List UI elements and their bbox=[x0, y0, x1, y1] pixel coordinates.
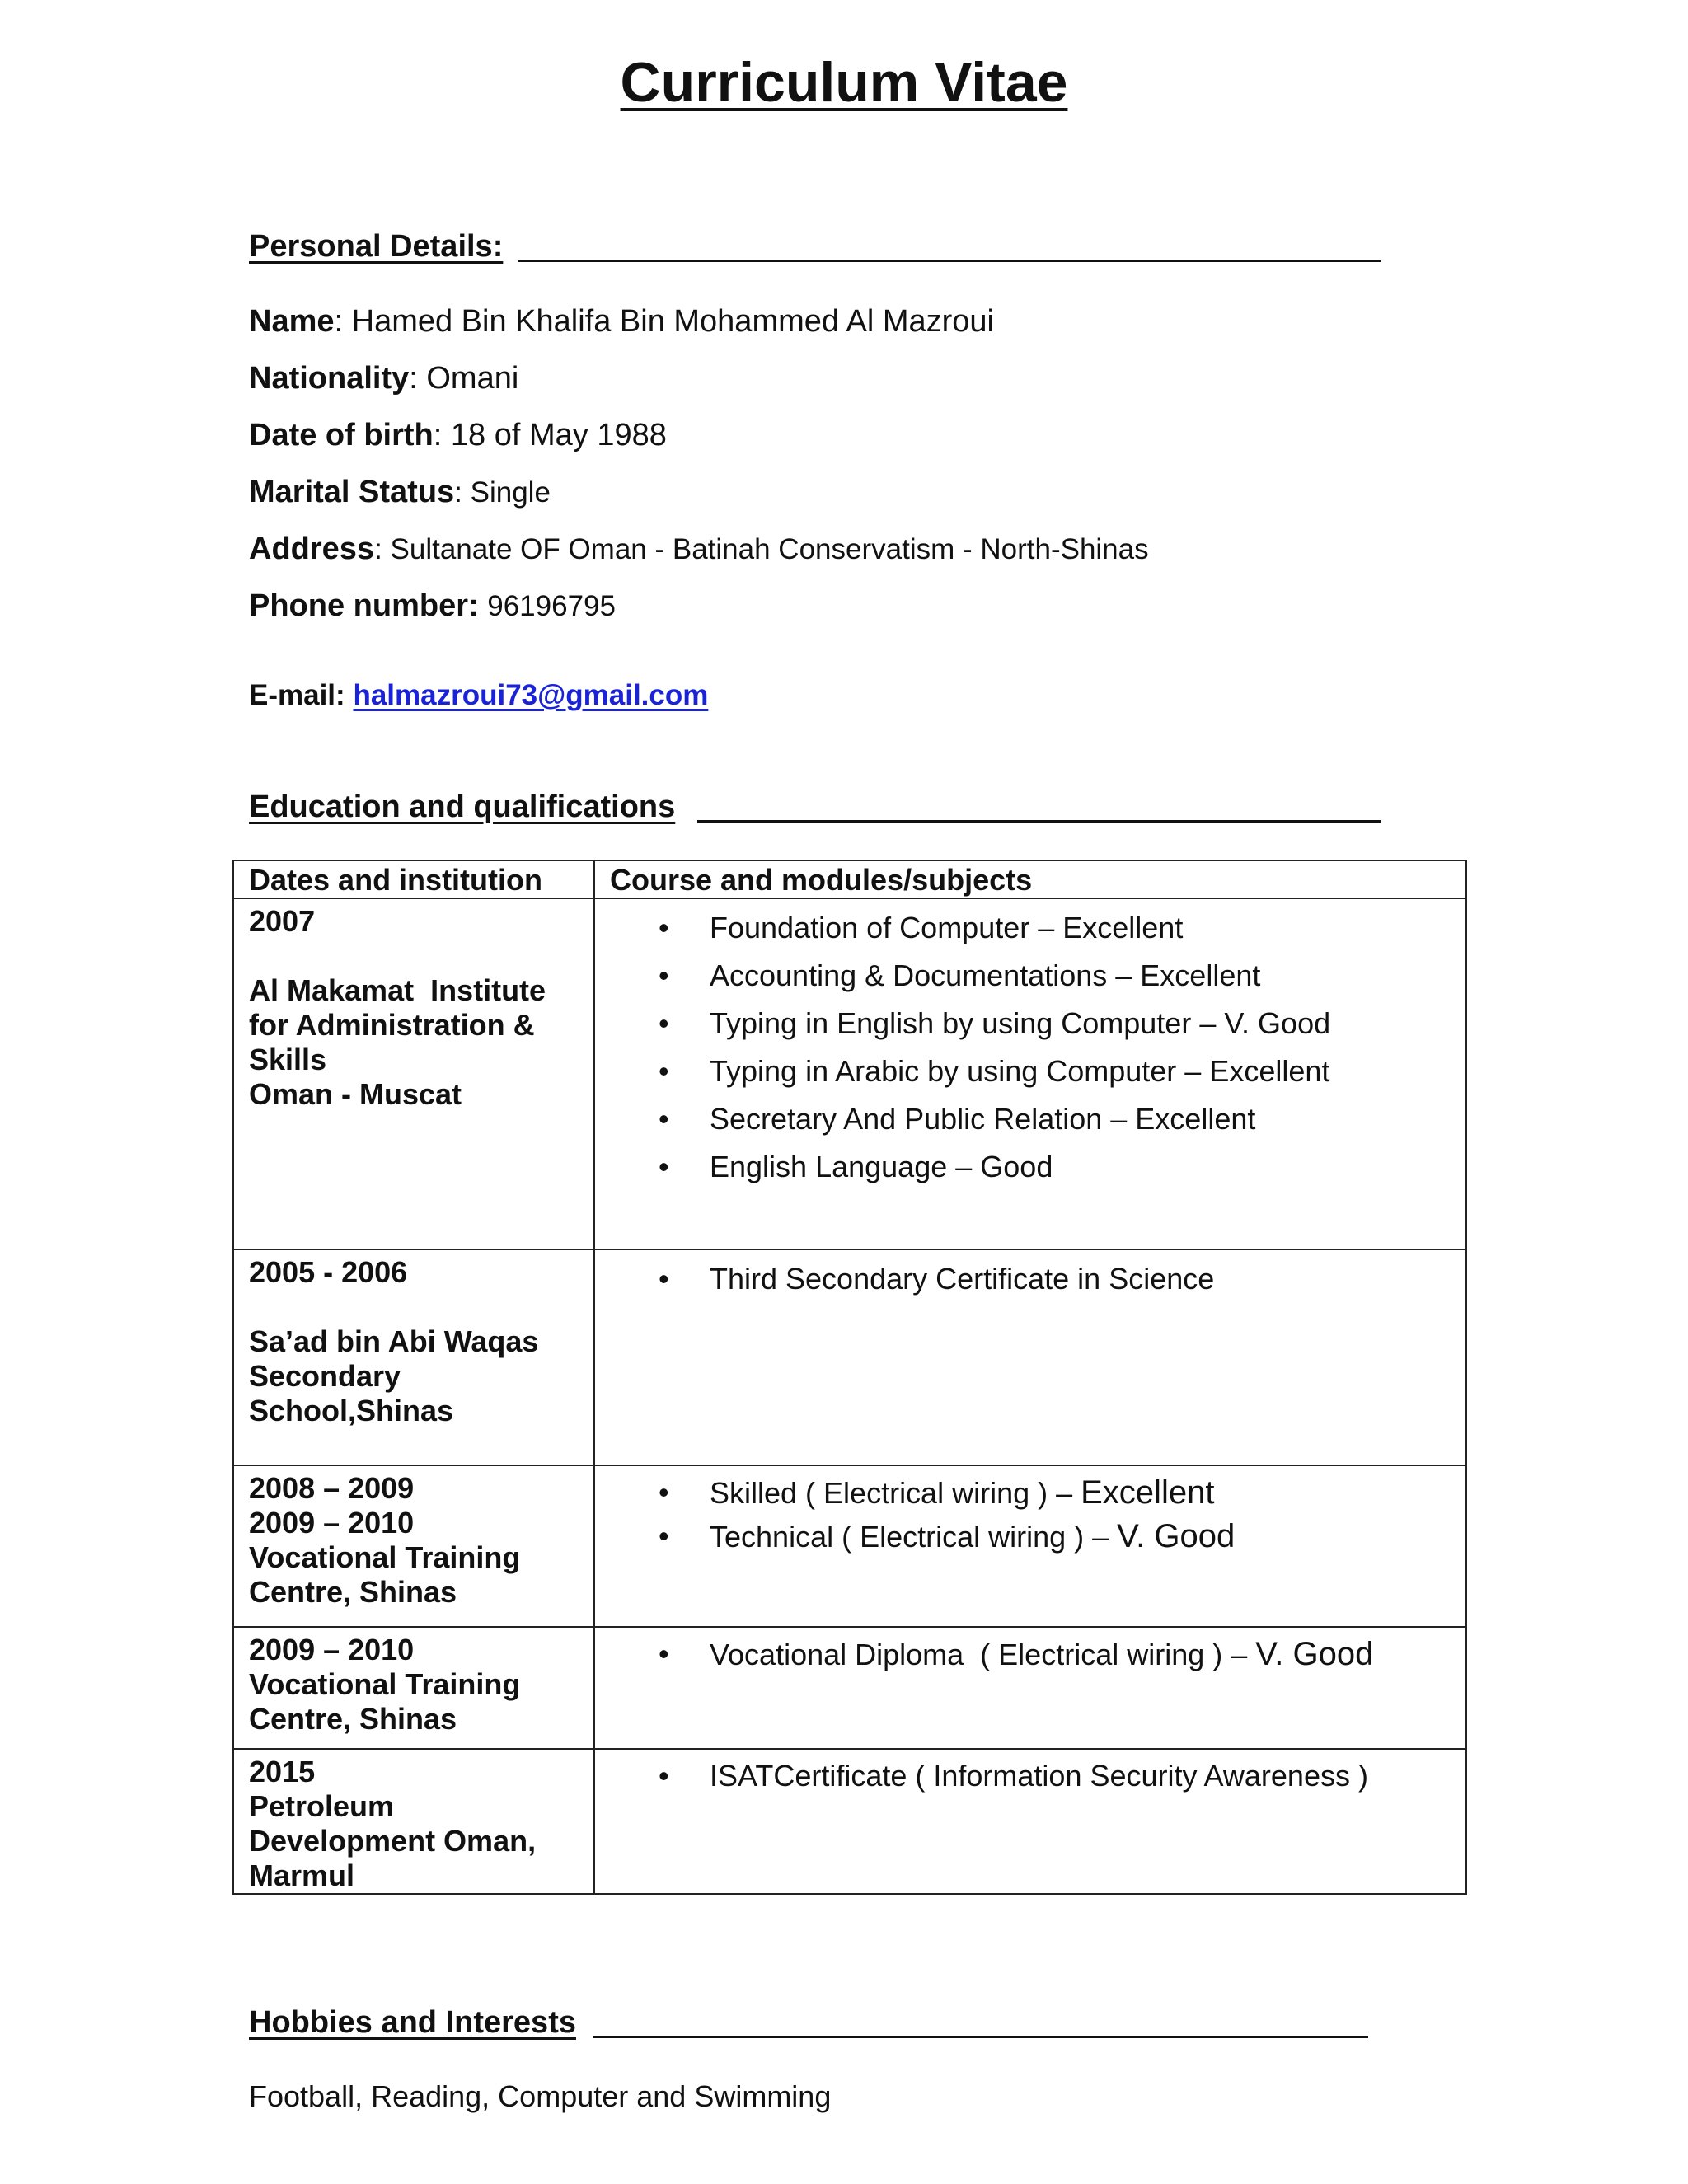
phone-row bbox=[249, 587, 616, 626]
dob-colon: : bbox=[433, 418, 451, 452]
table-row bbox=[233, 1627, 1466, 1749]
course-item: • Third Secondary Certificate in Science bbox=[595, 1255, 1465, 1303]
institution-line: Secondary bbox=[249, 1359, 401, 1393]
course-text: Technical ( Electrical wiring ) – bbox=[710, 1520, 1118, 1554]
course-text: Skilled ( Electrical wiring ) – bbox=[710, 1476, 1081, 1510]
row-date: 2009 – 2010 bbox=[249, 1506, 415, 1540]
heading-rule bbox=[593, 2036, 1368, 2038]
course-list bbox=[595, 1628, 1465, 1676]
email-row bbox=[249, 677, 708, 714]
document-title bbox=[0, 49, 1688, 115]
institution-cell bbox=[233, 1249, 594, 1465]
institution-line: Vocational Training bbox=[249, 1540, 521, 1574]
course-grade: Excellent bbox=[1081, 1474, 1215, 1511]
institution-line: for Administration & bbox=[249, 1008, 535, 1042]
education-table bbox=[232, 860, 1467, 1895]
course-item bbox=[595, 1471, 1465, 1515]
institution-line: Skills bbox=[249, 1043, 327, 1076]
courses-cell bbox=[594, 1749, 1466, 1894]
courses-cell bbox=[594, 1249, 1466, 1465]
hobbies-text: Football, Reading, Computer and Swimming bbox=[249, 2079, 832, 2113]
address-label: Address bbox=[249, 532, 375, 566]
personal-details-heading-text: Personal Details: bbox=[249, 229, 504, 264]
course-list bbox=[595, 1250, 1465, 1303]
course-item: • English Language – Good bbox=[595, 1143, 1465, 1191]
name-label: Name bbox=[249, 304, 335, 339]
course-item: • ISATCertificate ( Information Security Awareness ) bbox=[595, 1755, 1465, 1797]
institution-cell bbox=[233, 898, 594, 1249]
table-row bbox=[233, 898, 1466, 1249]
institution-line: Development Oman, bbox=[249, 1824, 537, 1858]
marital-value: Single bbox=[470, 476, 551, 509]
institution-line: Sa’ad bin Abi Waqas bbox=[249, 1324, 539, 1358]
nationality-label: Nationality bbox=[249, 361, 410, 396]
email-link[interactable]: halmazroui73@gmail.com bbox=[353, 679, 709, 711]
address-colon: : bbox=[374, 533, 391, 565]
address-value: Sultanate OF Oman - Batinah Conservatism - North-Shinas bbox=[390, 533, 1149, 565]
row-date: 2008 – 2009 bbox=[249, 1471, 415, 1505]
row-date: 2015 bbox=[249, 1755, 316, 1788]
course-list bbox=[595, 899, 1465, 1191]
table-row bbox=[233, 1465, 1466, 1627]
row-date: 2007 bbox=[249, 904, 316, 938]
nationality-value: Omani bbox=[426, 361, 519, 396]
institution-line: Marmul bbox=[249, 1858, 355, 1892]
dob-label: Date of birth bbox=[249, 418, 434, 452]
institution-line: Petroleum bbox=[249, 1789, 395, 1823]
education-heading-text: Education and qualifications bbox=[249, 790, 676, 824]
name-value: Hamed Bin Khalifa Bin Mohammed Al Mazroui bbox=[351, 304, 994, 339]
row-date: 2005 - 2006 bbox=[249, 1255, 408, 1289]
institution-cell bbox=[233, 1465, 594, 1627]
column-header-dates: Dates and institution bbox=[233, 860, 594, 898]
column-header-courses: Course and modules/subjects bbox=[594, 860, 1466, 898]
course-item: • Typing in Arabic by using Computer – Excellent bbox=[595, 1047, 1465, 1095]
email-label: E-mail: bbox=[249, 679, 345, 711]
institution-line: School,Shinas bbox=[249, 1394, 454, 1427]
name-colon: : bbox=[334, 304, 352, 339]
course-list bbox=[595, 1750, 1465, 1797]
institution-line: Vocational Training bbox=[249, 1667, 521, 1701]
name-row bbox=[249, 302, 994, 340]
marital-row bbox=[249, 473, 551, 512]
course-item: • Typing in English by using Computer – V. Good bbox=[595, 1000, 1465, 1047]
institution-line: Oman - Muscat bbox=[249, 1077, 462, 1111]
nationality-colon: : bbox=[409, 361, 427, 396]
education-heading bbox=[249, 788, 1381, 826]
dob-row bbox=[249, 416, 667, 454]
heading-rule bbox=[697, 820, 1381, 823]
courses-cell bbox=[594, 1465, 1466, 1627]
dob-value: 18 of May 1988 bbox=[450, 418, 667, 452]
course-grade: V. Good bbox=[1255, 1636, 1374, 1672]
row-date: 2009 – 2010 bbox=[249, 1633, 415, 1666]
table-row bbox=[233, 1749, 1466, 1894]
hobbies-heading-text: Hobbies and Interests bbox=[249, 2005, 576, 2040]
course-item: • Accounting & Documentations – Excellent bbox=[595, 952, 1465, 1000]
course-item bbox=[595, 1515, 1465, 1558]
personal-details-heading bbox=[249, 227, 1381, 265]
institution-cell bbox=[233, 1627, 594, 1749]
course-item: • Secretary And Public Relation – Excellent bbox=[595, 1095, 1465, 1143]
marital-label: Marital Status bbox=[249, 475, 455, 509]
course-item bbox=[595, 1633, 1465, 1676]
document-title-text: Curriculum Vitae bbox=[620, 51, 1068, 114]
course-grade: V. Good bbox=[1117, 1518, 1236, 1554]
course-text: Vocational Diploma ( Electrical wiring ) – bbox=[710, 1638, 1256, 1671]
course-list bbox=[595, 1466, 1465, 1558]
address-row bbox=[249, 530, 1149, 569]
heading-rule bbox=[518, 260, 1381, 262]
hobbies-heading bbox=[249, 2004, 1381, 2041]
courses-cell bbox=[594, 898, 1466, 1249]
phone-value: 96196795 bbox=[487, 590, 616, 622]
institution-line: Al Makamat Institute bbox=[249, 973, 546, 1007]
institution-line: Centre, Shinas bbox=[249, 1575, 457, 1609]
course-item: • Foundation of Computer – Excellent bbox=[595, 904, 1465, 952]
institution-line: Centre, Shinas bbox=[249, 1702, 457, 1736]
table-row bbox=[233, 1249, 1466, 1465]
marital-colon: : bbox=[454, 476, 471, 509]
phone-label: Phone number: bbox=[249, 588, 479, 623]
courses-cell bbox=[594, 1627, 1466, 1749]
institution-cell bbox=[233, 1749, 594, 1894]
nationality-row bbox=[249, 359, 518, 397]
table-header-row bbox=[233, 860, 1466, 898]
